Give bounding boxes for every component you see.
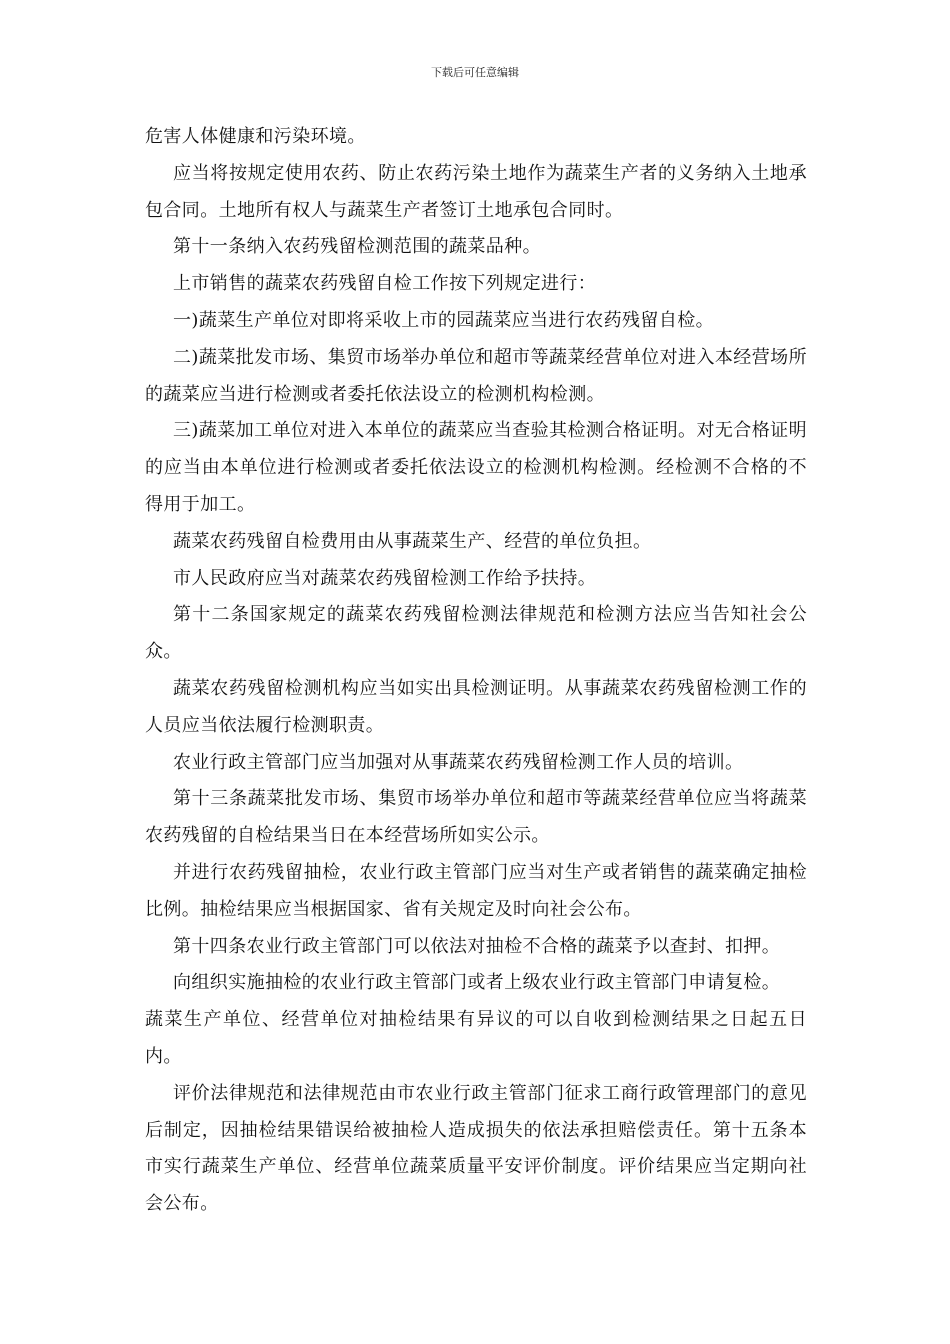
paragraph-13: 第十三条蔬菜批发市场、集贸市场举办单位和超市等蔬菜经营单位应当将蔬菜农药残留的自检结果当日在本经营场所如实公示。 bbox=[145, 788, 807, 847]
paragraph-6: 二)蔬菜批发市场、集贸市场举办单位和超市等蔬菜经营单位对进入本经营场所的蔬菜应当进行检测或者委托依法设立的检测机构检测。 bbox=[145, 346, 807, 405]
paragraph-5: 一)蔬菜生产单位对即将采收上市的园蔬菜应当进行农药残留自检。 bbox=[173, 309, 715, 331]
paragraph-11: 蔬菜农药残留检测机构应当如实出具检测证明。从事蔬菜农药残留检测工作的人员应当依法履行检测职责。 bbox=[145, 677, 807, 736]
paragraph-18: 评价法律规范和法律规范由市农业行政主管部门征求工商行政管理部门的意见后制定，因抽检结果错误给被抽检人造成损失的依法承担赔偿责任。第十五条本市实行蔬菜生产单位、经营单位蔬菜质量平安评价制度。评价结果应当定期向社会公布。 bbox=[145, 1082, 807, 1215]
paragraph-3: 第十一条纳入农药残留检测范围的蔬菜品种。 bbox=[173, 236, 541, 258]
paragraph-15: 第十四条农业行政主管部门可以依法对抽检不合格的蔬菜予以查封、扣押。 bbox=[173, 935, 781, 957]
paragraph-4: 上市销售的蔬菜农药残留自检工作按下列规定进行： bbox=[173, 273, 597, 295]
paragraph-12: 农业行政主管部门应当加强对从事蔬菜农药残留检测工作人员的培训。 bbox=[173, 751, 744, 773]
paragraph-7: 三)蔬菜加工单位对进入本单位的蔬菜应当查验其检测合格证明。对无合格证明的应当由本单位进行检测或者委托依法设立的检测机构检测。经检测不合格的不得用于加工。 bbox=[145, 420, 807, 515]
paragraph-1: 危害人体健康和污染环境。 bbox=[145, 126, 366, 147]
paragraph-14: 并进行农药残留抽检，农业行政主管部门应当对生产或者销售的蔬菜确定抽检比例。抽检结果应当根据国家、省有关规定及时向社会公布。 bbox=[145, 861, 807, 920]
paragraph-17: 蔬菜生产单位、经营单位对抽检结果有异议的可以自收到检测结果之日起五日内。 bbox=[145, 1009, 807, 1067]
paragraph-10: 第十二条国家规定的蔬菜农药残留检测法律规范和检测方法应当告知社会公众。 bbox=[145, 604, 807, 663]
paragraph-2: 应当将按规定使用农药、防止农药污染土地作为蔬菜生产者的义务纳入土地承包合同。土地所有权人与蔬菜生产者签订土地承包合同时。 bbox=[145, 162, 807, 221]
document-body bbox=[145, 119, 807, 1223]
paragraph-9: 市人民政府应当对蔬菜农药残留检测工作给予扶持。 bbox=[173, 567, 597, 589]
paragraph-8: 蔬菜农药残留自检费用由从事蔬菜生产、经营的单位负担。 bbox=[173, 530, 652, 552]
page-header-note: 下载后可任意编辑 bbox=[431, 66, 519, 79]
paragraph-16: 向组织实施抽检的农业行政主管部门或者上级农业行政主管部门申请复检。 bbox=[173, 972, 781, 994]
